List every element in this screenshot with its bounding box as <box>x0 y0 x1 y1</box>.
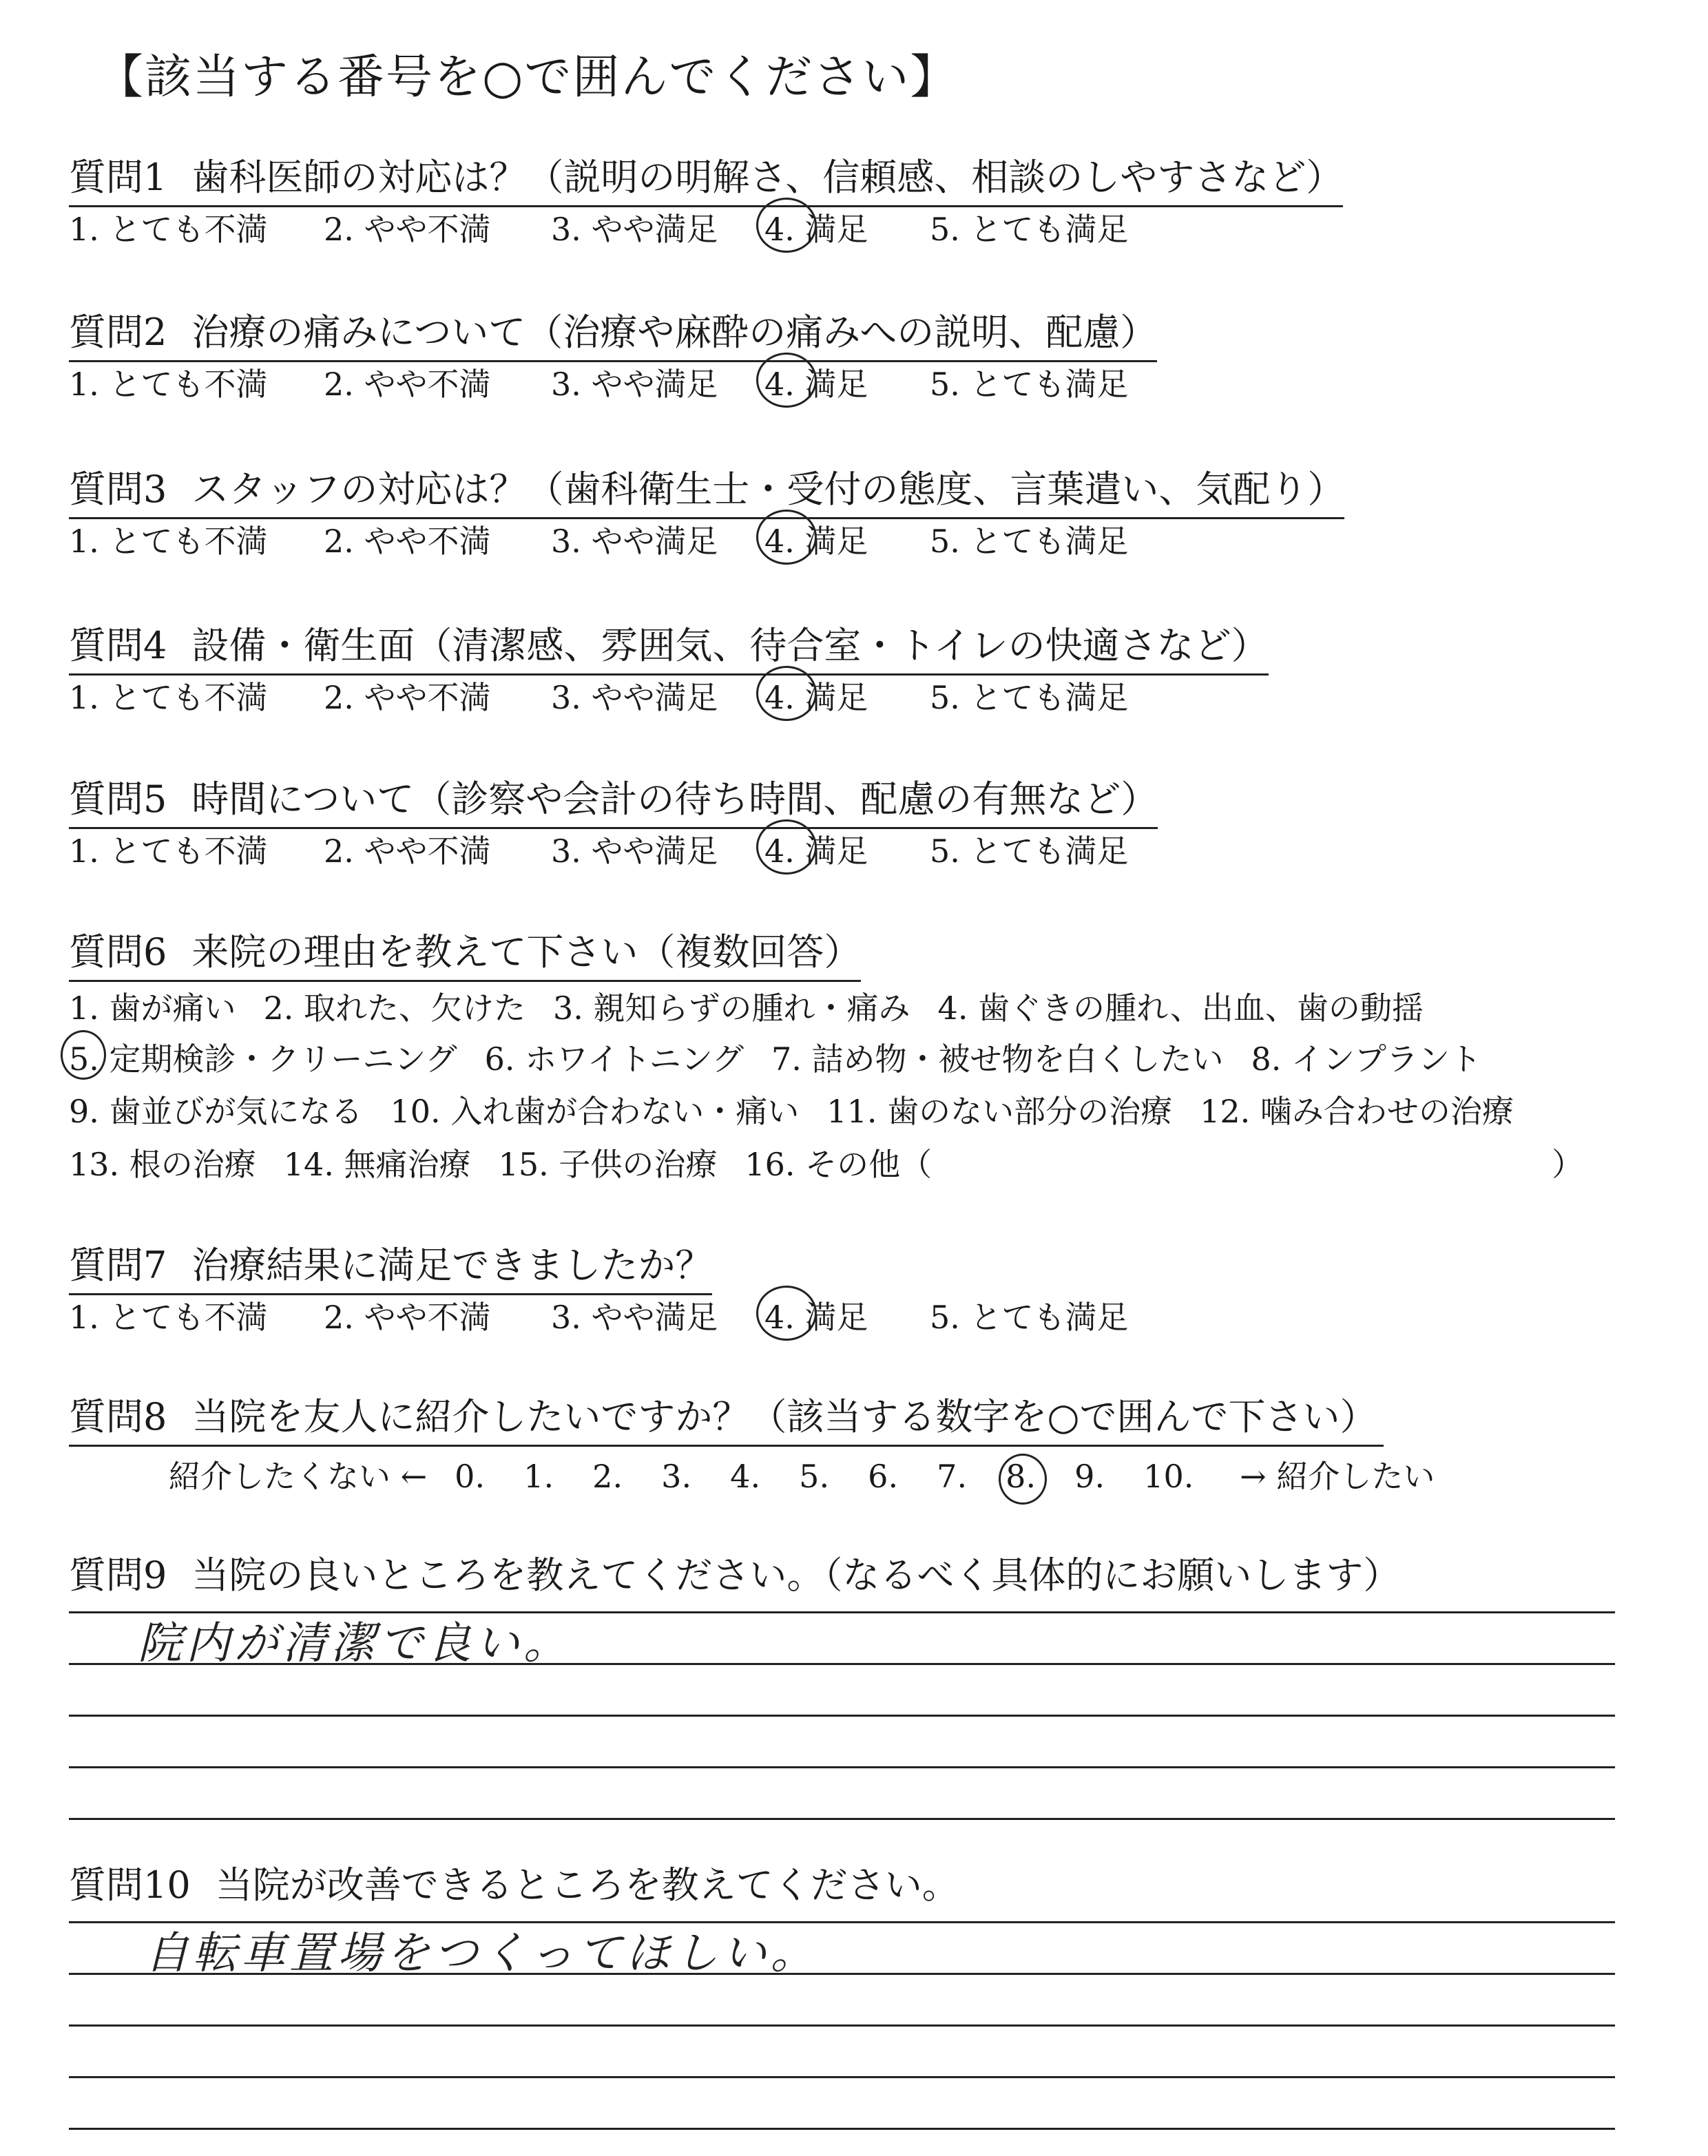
rating-option[interactable]: 1. とても不満 <box>69 1299 268 1336</box>
scale-number[interactable]: 2. <box>592 1458 623 1495</box>
q6-option-row <box>69 1034 1509 1080</box>
q10-handwritten-answer: 自転車置場をつくってほしい。 <box>145 1928 819 1979</box>
answer-line <box>69 2024 1615 2027</box>
rating-option[interactable]: 3. やや満足 <box>551 211 718 248</box>
q6-option[interactable]: 3. 親知らずの腫れ・痛み <box>553 990 910 1027</box>
rating-option[interactable]: 3. やや満足 <box>551 523 718 560</box>
q6-option[interactable]: 14. 無痛治療 <box>283 1146 471 1183</box>
q9-handwritten-answer: 院内が清潔で良い。 <box>138 1618 572 1669</box>
selection-circle <box>756 510 817 565</box>
question-10 <box>69 1856 959 1909</box>
question-text: 時間について（診察や会計の待ち時間、配慮の有無など） <box>191 777 1158 821</box>
question-text: スタッフの対応は？（歯科衛生士・受付の態度、言葉遣い、気配り） <box>191 468 1345 511</box>
rating-option[interactable]: 1. とても不満 <box>69 366 268 403</box>
question-8 <box>69 1388 1384 1447</box>
scale-number[interactable]: 5. <box>799 1458 830 1495</box>
scale-left-label: 紹介したくない ← <box>169 1458 428 1495</box>
question-number: 質問4 <box>69 624 167 667</box>
answer-line <box>69 1715 1615 1717</box>
rating-option[interactable]: 1. とても不満 <box>69 679 268 716</box>
question-number: 質問2 <box>69 311 167 354</box>
selection-circle <box>756 1286 817 1341</box>
q6-option[interactable]: 13. 根の治療 <box>69 1146 256 1183</box>
rating-option[interactable]: 2. やや不満 <box>324 523 491 560</box>
rating-option[interactable]: 4. 満足 <box>764 366 868 403</box>
question-9 <box>69 1546 1400 1599</box>
scale-number[interactable]: 1. <box>523 1458 554 1495</box>
question-text: 当院の良いところを教えてください。（なるべく具体的にお願いします） <box>191 1553 1401 1597</box>
question-6 <box>69 923 861 982</box>
scale-number[interactable]: 4. <box>730 1458 761 1495</box>
rating-option[interactable]: 2. やや不満 <box>324 211 491 248</box>
scale-right-label: → 紹介したい <box>1240 1458 1435 1495</box>
q6-option-row <box>69 1087 1541 1132</box>
rating-option[interactable]: 1. とても不満 <box>69 211 268 248</box>
scale-number[interactable]: 0. <box>455 1458 486 1495</box>
q6-option[interactable]: 6. ホワイトニング <box>484 1040 744 1078</box>
question-text: 治療結果に満足できましたか？ <box>191 1244 713 1287</box>
q6-option[interactable]: 11. 歯のない部分の治療 <box>826 1093 1173 1130</box>
rating-option[interactable]: 5. とても満足 <box>930 211 1129 248</box>
selection-circle <box>756 198 817 253</box>
selection-circle <box>61 1030 106 1080</box>
rating-option[interactable]: 3. やや満足 <box>551 1299 718 1336</box>
scale-number[interactable]: 3. <box>661 1458 692 1495</box>
rating-option[interactable]: 5. とても満足 <box>930 523 1129 560</box>
scale-number[interactable]: 9. <box>1074 1458 1105 1495</box>
q6-option-row <box>69 1140 1583 1185</box>
rating-option[interactable]: 3. やや満足 <box>551 366 718 403</box>
rating-option[interactable]: 4. 満足 <box>764 523 868 560</box>
rating-option[interactable]: 5. とても満足 <box>930 366 1129 403</box>
question-number: 質問3 <box>69 468 167 511</box>
scale-number[interactable]: 7. <box>937 1458 968 1495</box>
selection-circle <box>756 819 817 875</box>
q6-option[interactable]: 7. 詰め物・被せ物を白くしたい <box>771 1040 1224 1078</box>
rating-option[interactable]: 3. やや満足 <box>551 679 718 716</box>
q6-option[interactable]: 2. 取れた、欠けた <box>263 990 526 1027</box>
rating-option[interactable]: 4. 満足 <box>764 833 868 870</box>
recommend-scale <box>169 1452 1435 1497</box>
selection-circle <box>756 666 817 721</box>
scale-number[interactable]: 10. <box>1143 1458 1194 1495</box>
rating-option[interactable]: 5. とても満足 <box>930 833 1129 870</box>
rating-option[interactable]: 3. やや満足 <box>551 833 718 870</box>
q6-option[interactable]: 5. 定期検診・クリーニング <box>69 1040 457 1078</box>
question-text: 当院を友人に紹介したいですか？（該当する数字を○で囲んで下さい） <box>191 1395 1377 1438</box>
q6-option[interactable]: 9. 歯並びが気になる <box>69 1093 363 1130</box>
selection-circle <box>756 353 817 408</box>
rating-option[interactable]: 5. とても満足 <box>930 1299 1129 1336</box>
rating-option[interactable]: 4. 満足 <box>764 211 868 248</box>
rating-option[interactable]: 1. とても不満 <box>69 833 268 870</box>
form-title: 【該当する番号を○で囲んでください】 <box>96 50 959 105</box>
question-number: 質問10 <box>69 1863 191 1907</box>
question-number: 質問9 <box>69 1553 167 1597</box>
rating-option[interactable]: 5. とても満足 <box>930 679 1129 716</box>
question-number: 質問7 <box>69 1244 167 1287</box>
q6-option[interactable]: 4. 歯ぐきの腫れ、出血、歯の動揺 <box>937 990 1424 1027</box>
rating-option[interactable]: 2. やや不満 <box>324 833 491 870</box>
q6-option[interactable]: 16. その他（ <box>744 1146 933 1183</box>
question-text: 来院の理由を教えて下さい（複数回答） <box>191 930 862 974</box>
q6-option[interactable]: 10. 入れ歯が合わない・痛い <box>390 1093 800 1130</box>
question-number: 質問5 <box>69 777 167 821</box>
selection-circle <box>999 1454 1047 1505</box>
answer-line <box>69 1766 1615 1768</box>
answer-line <box>69 2128 1615 2130</box>
question-text: 設備・衛生面（清潔感、雰囲気、待合室・トイレの快適さなど） <box>191 624 1269 667</box>
q6-option-row <box>69 983 1451 1029</box>
rating-option[interactable]: 4. 満足 <box>764 1299 868 1336</box>
q6-option[interactable]: 1. 歯が痛い <box>69 990 236 1027</box>
scale-number[interactable]: 8. <box>1006 1458 1074 1495</box>
question-number: 質問6 <box>69 930 167 974</box>
answer-line <box>69 2076 1615 2078</box>
question-text: 治療の痛みについて（治療や麻酔の痛みへの説明、配慮） <box>191 311 1158 354</box>
rating-option[interactable]: 2. やや不満 <box>324 1299 491 1336</box>
question-number: 質問1 <box>69 156 167 199</box>
rating-option[interactable]: 1. とても不満 <box>69 523 268 560</box>
rating-option[interactable]: 4. 満足 <box>764 679 868 716</box>
question-number: 質問8 <box>69 1395 167 1438</box>
scale-number[interactable]: 6. <box>868 1458 899 1495</box>
question-text: 当院が改善できるところを教えてください。 <box>215 1863 959 1907</box>
q6-option[interactable]: ） <box>1552 1146 1584 1183</box>
q6-option[interactable]: 12. 噛み合わせの治療 <box>1200 1093 1514 1130</box>
rating-option[interactable]: 2. やや不満 <box>324 366 491 403</box>
q6-option[interactable]: 8. インプラント <box>1251 1040 1481 1078</box>
rating-option[interactable]: 2. やや不満 <box>324 679 491 716</box>
answer-line <box>69 1818 1615 1820</box>
q6-option[interactable]: 15. 子供の治療 <box>498 1146 718 1183</box>
question-text: 歯科医師の対応は？（説明の明解さ、信頼感、相談のしやすさなど） <box>191 156 1344 199</box>
